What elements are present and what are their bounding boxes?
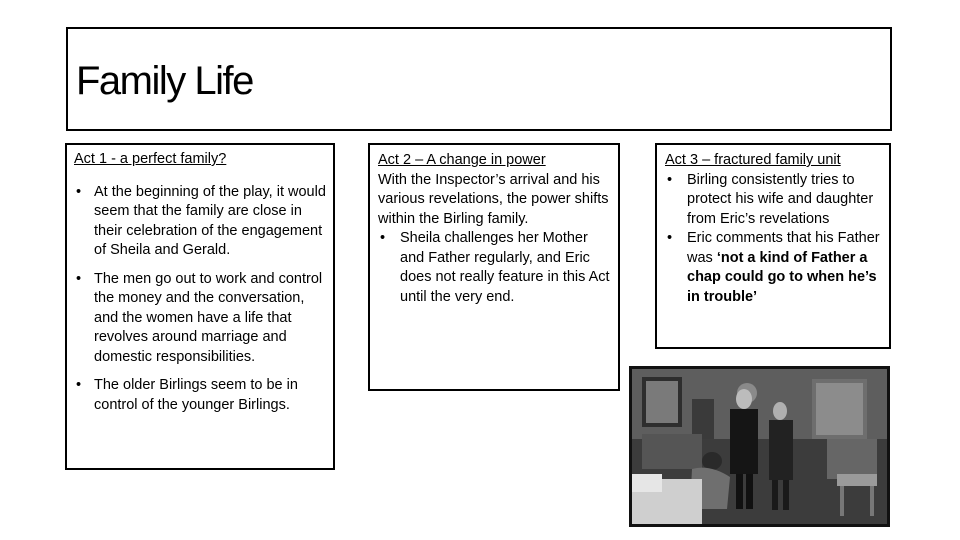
- act1-bullet-3: • The older Birlings seem to be in control of the younger Birlings.: [74, 376, 326, 415]
- act1-box: [65, 143, 335, 470]
- act1-bullet-list: [74, 183, 326, 416]
- stage-photo-image: [629, 366, 890, 527]
- act3-box: [655, 143, 891, 349]
- act2-box: [368, 143, 620, 391]
- act3-bullet-2: [665, 229, 881, 307]
- act2-heading: Act 2 – A change in power: [378, 152, 546, 168]
- act3-heading: Act 3 – fractured family unit: [665, 152, 841, 168]
- act3-bullet-2-text: Eric comments that his Father was: [687, 230, 880, 266]
- act3-bullet-1: • Birling consistently tries to protect his wife and daughter from Eric’s revelations: [665, 171, 881, 230]
- act1-heading: Act 1 - a perfect family?: [74, 151, 227, 167]
- act2-bullet-list: [378, 229, 610, 307]
- title-box: [66, 27, 892, 131]
- act3-bullet-2-quote: ‘not a kind of Father a chap could go to when he’s in trouble’: [687, 249, 877, 305]
- page-title: Family Life: [76, 59, 253, 103]
- act1-bullet-2: • The men go out to work and control the money and the conversation, and the women have a life that revolves around marriage and domestic responsibilities.: [74, 270, 326, 368]
- act3-bullet-list: [665, 171, 881, 308]
- act2-intro: With the Inspector’s arrival and his various revelations, the power shifts within the Birling family.: [378, 171, 609, 227]
- stage-photo-illustration: [632, 369, 887, 524]
- act2-bullet-1: • Sheila challenges her Mother and Father regularly, and Eric does not really feature in this Act until the very end.: [378, 229, 610, 307]
- act1-bullet-1: • At the beginning of the play, it would seem that the family are close in their celebration of the engagement of Sheila and Gerald.: [74, 183, 326, 261]
